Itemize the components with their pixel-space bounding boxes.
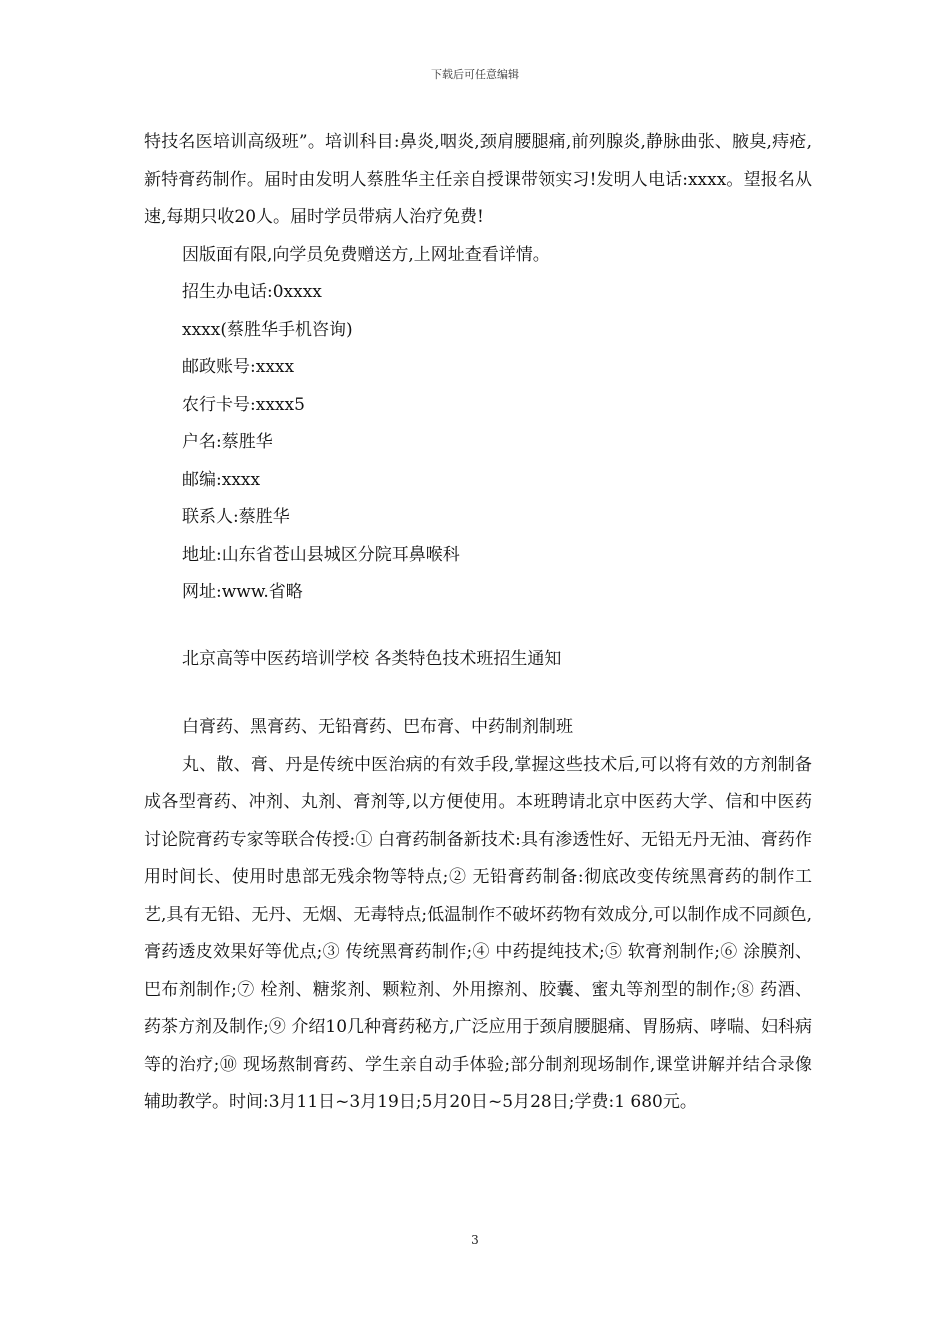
mobile-line: xxxx(蔡胜华手机咨询) — [182, 319, 353, 340]
contact-block — [144, 274, 812, 612]
postal-account-line: 邮政账号:xxxx — [182, 357, 295, 377]
page-header: 下载后可任意编辑 — [431, 68, 519, 81]
account-name-line: 户名:蔡胜华 — [182, 432, 273, 452]
course-title: 白膏药、黑膏药、无铅膏药、巴布膏、中药制剂制班 — [182, 717, 573, 737]
paragraph-free-prescription: 因版面有限,向学员免费赠送方,上网址查看详情。 — [182, 244, 550, 265]
course-description: 丸、散、膏、丹是传统中医治病的有效手段,掌握这些技术后,可以将有效的方剂制备成各型膏药、冲剂、丸剂、膏剂等,以方便使用。本班聘请北京中医药大学、信和中医药讨论院膏药专家等联合传授:① 白膏药制备新技术:具有渗透性好、无铅无丹无油、膏药作用时间长、使用时患部无残余物等特点;② 无铅膏药制备:彻底改变传统黑膏药的制作工艺,具有无铅、无丹、无烟、无毒特点;低温制作不破坏药物有效成分,可以制作成不同颜色,膏药透皮效果好等优点;③ 传统黑膏药制作;④ 中药提纯技术;⑤ 软膏剂制作;⑥ 涂膜剂、巴布剂制作;⑦ 栓剂、糖浆剂、颗粒剂、外用擦剂、胶囊、蜜丸等剂型的制作;⑧ 药酒、药茶方剂及制作;⑨ 介绍10几种膏药秘方,广泛应用于颈肩腰腿痛、胃肠病、哮喘、妇科病等的治疗;⑩ 现场熬制膏药、学生亲自动手体验;部分制剂现场制作,课堂讲解并结合录像辅助教学。时间:3月11日~3月19日;5月20日~5月28日;学费:1 680元。 — [144, 754, 812, 1112]
office-phone-line: 招生办电话:0xxxx — [182, 282, 322, 302]
spacer — [144, 612, 812, 641]
notice-title: 北京高等中医药培训学校 各类特色技术班招生通知 — [182, 648, 562, 669]
paragraph-training-subjects: 特技名医培训高级班”。培训科目:鼻炎,咽炎,颈肩腰腿痛,前列腺炎,静脉曲张、腋臭,痔疮,新特膏药制作。届时由发明人蔡胜华主任亲自授课带领实习!发明人电话:xxxx。望报名从速,每期只收20人。届时学员带病人治疗免费! — [144, 132, 812, 227]
page-number: 3 — [471, 1233, 479, 1247]
bank-card-line: 农行卡号:xxxx5 — [182, 394, 305, 415]
contact-person-line: 联系人:蔡胜华 — [182, 507, 290, 527]
spacer — [144, 678, 812, 709]
postcode-line: 邮编:xxxx — [182, 469, 261, 490]
document-body — [144, 124, 812, 1122]
website-line: 网址:www.省略 — [182, 582, 303, 602]
address-line: 地址:山东省苍山县城区分院耳鼻喉科 — [182, 544, 460, 565]
